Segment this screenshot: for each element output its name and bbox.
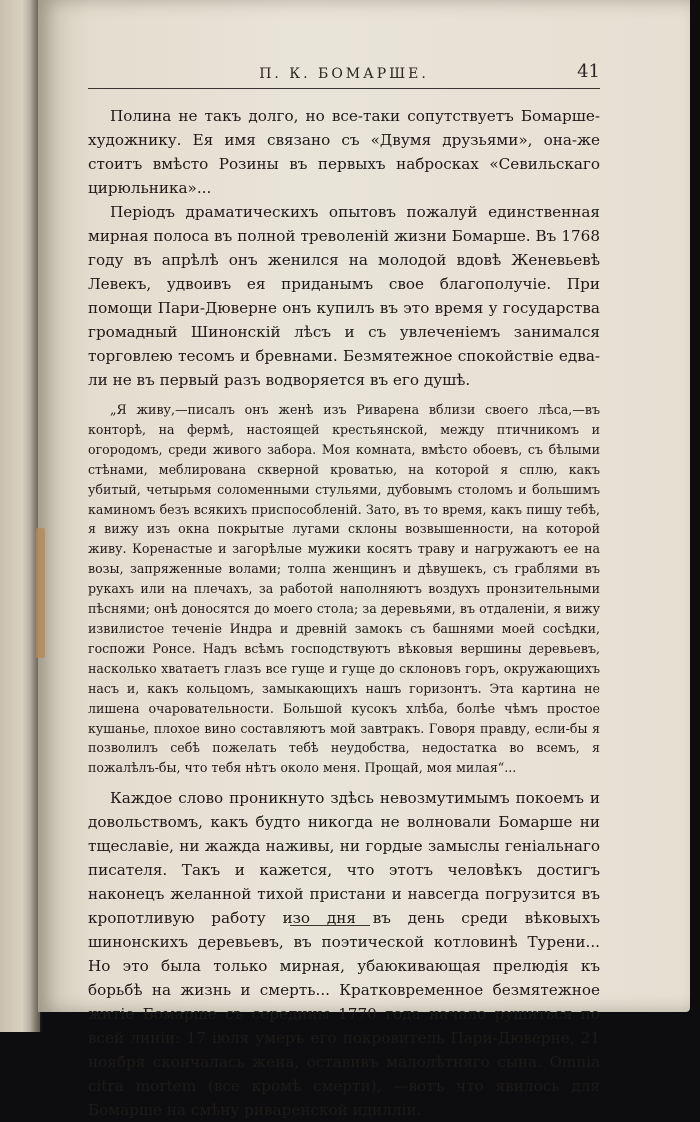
running-head: П. К. БОМАРШЕ. xyxy=(259,66,429,82)
paragraph-1: Полина не такъ долго, но все-таки сопутствуетъ Бомарше-художнику. Ея имя связано съ «Двумя друзьями», она-же стоитъ вмѣсто Розины въ первыхъ набросках «Севильскаго цирюльника»... xyxy=(88,107,600,197)
binding-tape xyxy=(36,528,45,658)
page-header xyxy=(88,58,600,89)
page-number: 41 xyxy=(577,61,600,82)
page-body xyxy=(88,104,600,1122)
paragraph-3: Каждое слово проникнуто здѣсь невозмутимымъ покоемъ и довольствомъ, какъ будто никогда не волновали Бомарше ни тщеславіе, ни жажда наживы, ни гордые замыслы геніальнаго писателя. Такъ и кажется, что этотъ человѣкъ достигъ наконецъ желанной тихой пристани и навсегда погрузится въ кропотливую работу изо дня въ день среди вѣковыхъ шинонскихъ деревьевъ, въ поэтической котловинѣ Турени... Но это была только мирная, убаюкивающая прелюдія къ борьбѣ на жизнь и смерть... Кратковременное безмятежное житіе Бомарше съ середины 1770 года начало рушиться по всей линіи: 17 іюля умеръ его покровитель Пари-Дюверне, 21 ноября скончалась жена, оставивъ малолѣтняго сына. Omnia citra mortem (все кромѣ смерти), —вотъ что явилось для Бомарше на смѣну риваренской идилліи. xyxy=(88,789,600,1120)
end-rule xyxy=(290,925,370,926)
paragraph-2: Періодъ драматическихъ опытовъ пожалуй единственная мирная полоса въ полной треволеній жизни Бомарше. Въ 1768 году въ апрѣлѣ онъ женился на молодой вдовѣ Женевьевѣ Левекъ, удвоивъ ея приданымъ свое благополучіе. При помощи Пари-Дюверне онъ купилъ въ это время у государства громадный Шинонскій лѣсъ и съ увлеченіемъ занимался торговлею тесомъ и бревнами. Безмятежное спокойствіе едва-ли не въ первый разъ водворяется въ его душѣ. xyxy=(88,203,600,389)
letter-quote: „Я живу,—писалъ онъ женѣ изъ Риварена вблизи своего лѣса,—въ конторѣ, на фермѣ, настоящей крестьянской, между птичникомъ и огородомъ, среди живого забора. Моя комната, вмѣсто обоевъ, съ бѣлыми стѣнами, меблирована скверной кроватью, на которой я сплю, какъ убитый, четырьмя соломенными стульями, дубовымъ столомъ и большимъ каминомъ безъ всякихъ приспособленій. Зато, въ то время, какъ пишу тебѣ, я вижу изъ окна покрытые лугами склоны возвышенности, на которой живу. Коренастые и загорѣлые мужики косятъ траву и нагружаютъ ее на возы, запряженные волами; толпа женщинъ и дѣвушекъ, съ граблями въ рукахъ или на плечахъ, за работой наполняютъ воздухъ пронзительными пѣснями; онѣ доносятся до моего стола; за деревьями, въ отдаленіи, я вижу извилистое теченіе Индра и древній замокъ съ башнями моей сосѣдки, госпожи Ронсе. Надъ всѣмъ господствуютъ вѣковыя вершины деревьевъ, насколько хватаетъ глазъ все гуще и гуще до склоновъ горъ, окружающихъ насъ и, какъ кольцомъ, замыкающихъ нашъ горизонтъ. Эта картина не лишена очаровательности. Большой кусокъ хлѣба, болѣе чѣмъ простое кушанье, плохое вино составляютъ мой завтракъ. Говоря правду, если-бы я позволилъ себѣ пожелать тебѣ неудобства, недостатка во всемъ, я пожалѣлъ-бы, что тебя нѣтъ около меня. Прощай, моя милая“... xyxy=(88,402,600,776)
